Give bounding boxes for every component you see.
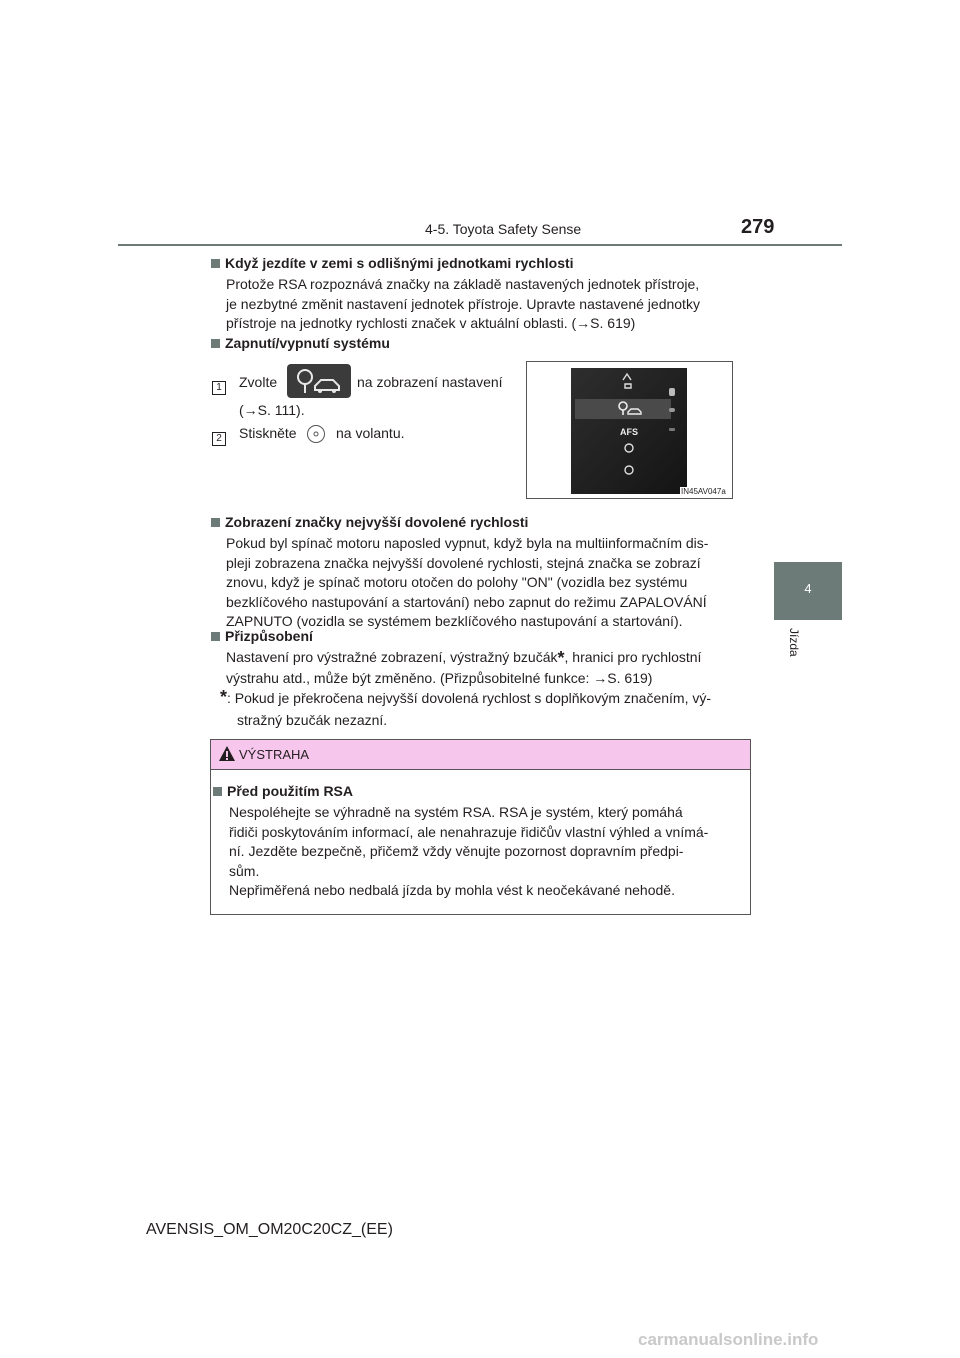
warning-triangle-icon	[218, 745, 236, 767]
step-2-number	[212, 428, 226, 446]
footnote-line2: stražný bzučák nezazní.	[237, 711, 388, 728]
text-line: bezklíčového nastupování a startování) nebo zapnut do režimu ZAPALOVÁNÍ	[226, 593, 707, 610]
step-2-pre: Stiskněte	[239, 425, 297, 441]
page-number: 279	[741, 216, 775, 238]
heading-custom	[211, 628, 313, 644]
warning-header	[211, 740, 750, 770]
heading-square-icon	[213, 787, 222, 796]
chapter-tab	[774, 562, 842, 620]
text-line: sům.	[229, 862, 260, 879]
step-1-ref: (→S. 111).	[239, 402, 305, 418]
paragraph-units	[226, 275, 743, 334]
text-line	[226, 648, 753, 669]
warning-paragraph	[229, 803, 741, 881]
footnote-star: *	[557, 648, 565, 668]
document-code: AVENSIS_OM_OM20C20CZ_(EE)	[146, 1221, 393, 1238]
heading-custom-text: Přizpůsobení	[225, 628, 313, 644]
text-line: znovu, když je spínač motoru otočen do polohy "ON" (vozidla bez systému	[226, 574, 688, 590]
heading-display	[211, 514, 528, 530]
steering-switch-icon	[307, 425, 325, 443]
settings-display-figure	[526, 361, 733, 499]
warning-paragraph-2: Nepřiměřená nebo nedbalá jízda by mohla vést k neočekávané nehodě.	[229, 882, 675, 898]
custom-line1-post: , hranici pro rychlostní	[564, 649, 702, 665]
heading-onoff	[211, 335, 390, 351]
warning-heading	[213, 783, 353, 799]
text-line: výstrahu atd., může být změněno. (Přizpůsobitelné funkce: →S. 619)	[226, 669, 653, 686]
chapter-title: Jízda	[787, 628, 801, 657]
watermark: carmanualsonline.info	[638, 1330, 819, 1349]
step-1-post: na zobrazení nastavení	[357, 374, 503, 390]
custom-line1-pre: Nastavení pro výstražné zobrazení, výstražný bzučák	[226, 649, 558, 665]
footnote-line1	[220, 688, 760, 709]
heading-units-text: Když jezdíte v zemi s odlišnými jednotkami rychlosti	[225, 255, 574, 271]
text-line: Nespoléhejte se výhradně na systém RSA. RSA je systém, který pomáhá	[229, 804, 683, 820]
step-1-number-text: 1	[212, 381, 226, 395]
display-panel	[571, 368, 687, 494]
text-line: je nezbytné změnit nastavení jednotek přístroje. Upravte nastavené jednotky	[226, 295, 700, 312]
heading-onoff-text: Zapnutí/vypnutí systému	[225, 335, 390, 351]
footnote-star: *	[220, 687, 228, 707]
warning-heading-text: Před použitím RSA	[227, 783, 354, 799]
step-1-pre: Zvolte	[239, 374, 278, 390]
warning-title: VÝSTRAHA	[239, 747, 310, 762]
header-rule	[118, 244, 842, 246]
chapter-number: 4	[804, 581, 812, 596]
text-line: ní. Jezděte bezpečně, přičemž vždy věnujte pozornost dopravním předpi-	[229, 843, 684, 859]
text-line: Pokud byl spínač motoru naposled vypnut, když byla na multiinformačním dis-	[226, 535, 709, 551]
paragraph-display	[226, 534, 753, 632]
heading-square-icon	[211, 259, 220, 268]
text-line: přístroje na jednotky rychlosti značek v aktuální oblasti. (→S. 619)	[226, 315, 636, 331]
text-line: řidiči poskytováním informací, ale nenahrazuje řidičův vlastní výhled a vnímá-	[229, 823, 709, 840]
text-line: pleji zobrazena značka nejvyšší dovolené rychlosti, stejná značka se zobrazí	[226, 554, 701, 571]
figure-code: IN45AV047a	[681, 487, 726, 496]
heading-square-icon	[211, 632, 220, 641]
heading-display-text: Zobrazení značky nejvyšší dovolené rychlosti	[225, 514, 529, 530]
heading-square-icon	[211, 518, 220, 527]
step-2-number-text: 2	[212, 432, 226, 446]
heading-units	[211, 255, 574, 271]
step-2-post: na volantu.	[336, 425, 405, 441]
text-line: ZAPNUTO (vozidla se systémem bezklíčového nastupování a startování).	[226, 613, 683, 629]
heading-square-icon	[211, 339, 220, 348]
text-line: Protože RSA rozpoznává značky na základě nastavených jednotek přístroje,	[226, 276, 700, 292]
footnote	[220, 688, 760, 730]
rsa-sign-icon	[287, 364, 351, 398]
afs-label: AFS	[620, 427, 638, 437]
paragraph-custom	[226, 648, 753, 688]
section-title: 4-5. Toyota Safety Sense	[425, 221, 582, 237]
step-1-number	[212, 377, 226, 395]
footnote-text: : Pokud je překročena nejvyšší dovolená rychlost s doplňkovým značením, vý-	[227, 690, 712, 706]
warning-box	[210, 739, 751, 915]
